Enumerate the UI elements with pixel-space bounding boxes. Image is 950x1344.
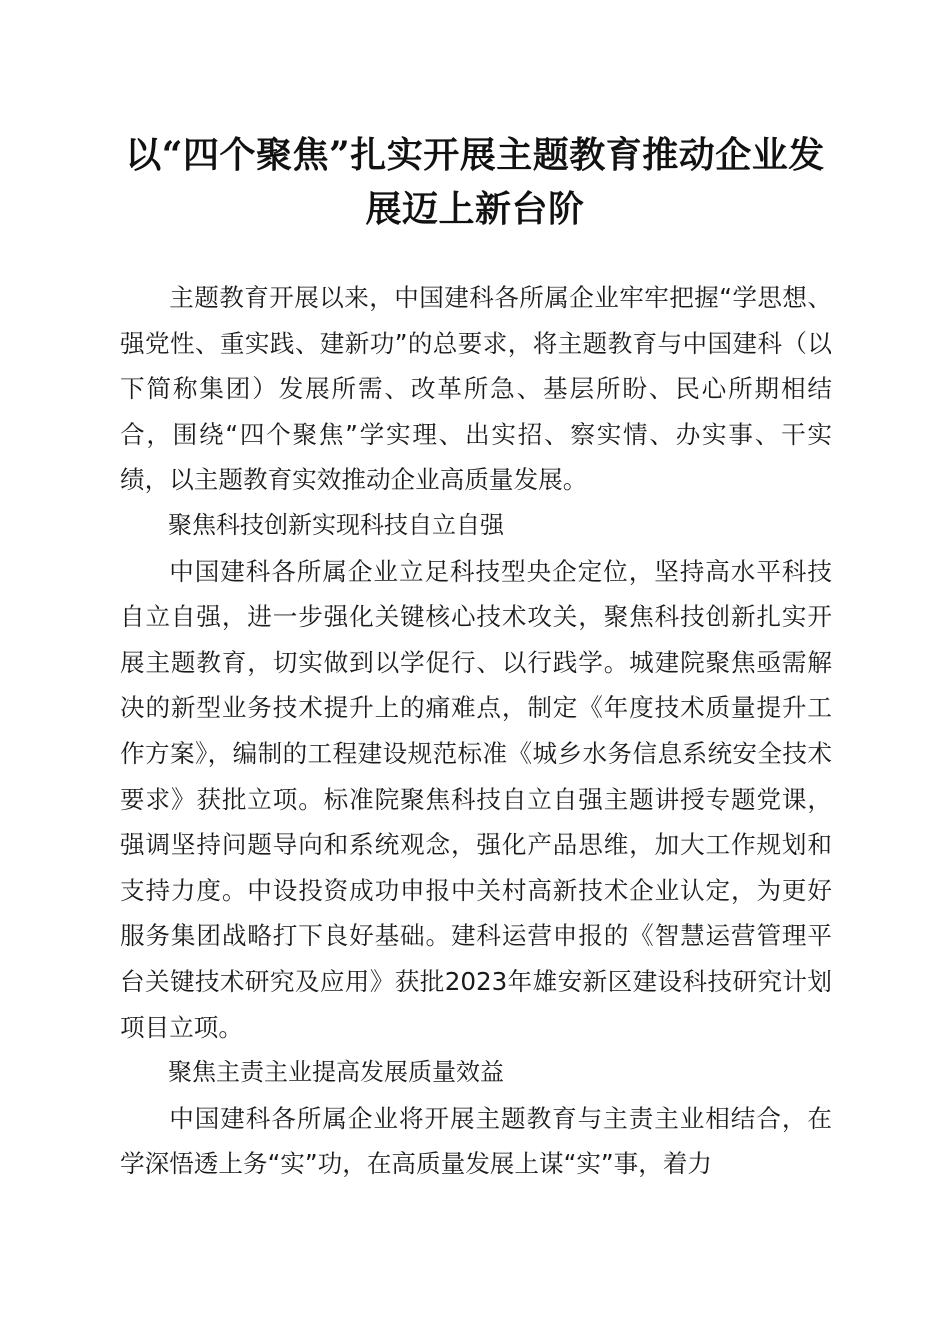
intro-paragraph: 主题教育开展以来，中国建科各所属企业牢牢把握“学思想、强党性、重实践、建新功”的总要求，将主题教育与中国建科（以下简称集团）发展所需、改革所急、基层所盼、民心所期相结合，围绕“四个聚焦”学实理、出实招、察实情、办实事、干实绩，以主题教育实效推动企业高质量发展。 — [120, 283, 832, 495]
section-heading-core-business: 聚焦主责主业提高发展质量效益 — [168, 1058, 504, 1087]
document-title: 以“四个聚焦”扎实开展主题教育推动企业发展迈上新台阶 — [125, 134, 825, 230]
tech-innovation-paragraph: 中国建科各所属企业立足科技型央企定位，坚持高水平科技自立自强，进一步强化关键核心技术攻关，聚焦科技创新扎实开展主题教育，切实做到以学促行、以行践学。城建院聚焦亟需解决的新型业务技术提升上的痛难点，制定《年度技术质量提升工作方案》，编制的工程建设规范标准《城乡水务信息系统安全技术要求》获批立项。标准院聚焦科技自立自强主题讲授专题党课，强调坚持问题导向和系统观念，强化产品思维，加大工作规划和支持力度。中设投资成功申报中关村高新技术企业认定，为更好服务集团战略打下良好基础。建科运营申报的《智慧运营管理平台关键技术研究及应用》获批2023年雄安新区建设科技研究计划项目立项。 — [120, 556, 832, 1042]
core-business-paragraph: 中国建科各所属企业将开展主题教育与主责主业相结合，在学深悟透上务“实”功，在高质量发展上谋“实”事，着力 — [120, 1103, 832, 1179]
document-body — [120, 275, 832, 1187]
section-heading-tech-innovation: 聚焦科技创新实现科技自立自强 — [168, 510, 504, 539]
